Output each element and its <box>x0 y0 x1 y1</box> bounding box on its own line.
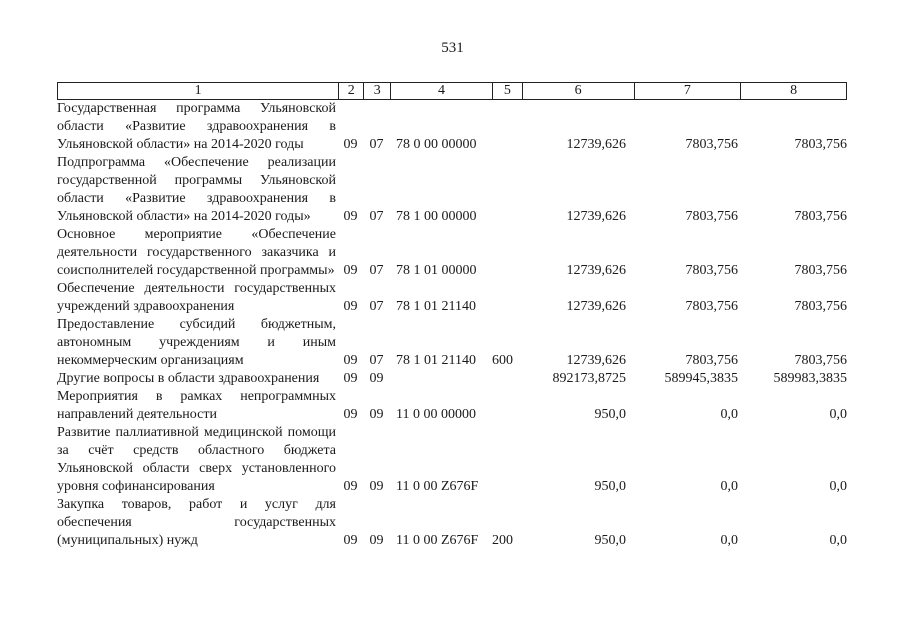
row-amount-col-7: 7803,756 <box>685 299 738 314</box>
row-amount-col-6: 950,0 <box>594 479 626 494</box>
row-amount-col-7: 0,0 <box>720 407 738 422</box>
row-amount-col-8: 7803,756 <box>794 263 847 278</box>
row-section-code: 09 <box>343 137 358 152</box>
header-col-1: 1 <box>194 83 202 98</box>
row-amount-col-6: 12739,626 <box>566 263 626 278</box>
row-subsection-code: 07 <box>369 137 384 152</box>
row-subsection-code: 07 <box>369 353 384 368</box>
row-amount-col-7: 7803,756 <box>685 353 738 368</box>
header-col-2: 2 <box>338 83 363 99</box>
row-section-code: 09 <box>343 209 358 224</box>
row-subsection-code: 09 <box>369 371 384 386</box>
row-description: Другие вопросы в области здравоохранения <box>57 371 320 386</box>
row-amount-col-6: 12739,626 <box>566 353 626 368</box>
row-target-article-code: 78 1 00 00000 <box>396 209 477 224</box>
row-section-code: 09 <box>343 353 358 368</box>
row-amount-col-8: 0,0 <box>829 479 847 494</box>
row-section-code: 09 <box>343 533 358 548</box>
page-number: 531 <box>441 40 464 56</box>
table-row <box>57 496 847 550</box>
row-amount-col-8: 7803,756 <box>794 209 847 224</box>
budget-table <box>57 82 847 550</box>
row-amount-col-7: 0,0 <box>720 479 738 494</box>
row-section-code: 09 <box>343 263 358 278</box>
table-row <box>57 280 847 316</box>
row-amount-col-7: 7803,756 <box>685 137 738 152</box>
table-row <box>57 424 847 496</box>
table-body <box>57 100 847 550</box>
table-row <box>57 100 847 154</box>
row-target-article-code: 78 1 01 21140 <box>396 299 476 314</box>
row-amount-col-7: 7803,756 <box>685 209 738 224</box>
row-amount-col-8: 7803,756 <box>794 137 847 152</box>
row-section-code: 09 <box>343 371 358 386</box>
row-amount-col-7: 0,0 <box>720 533 738 548</box>
row-description: Обеспечение деятельности государственных учреждений здравоохранения <box>57 281 336 314</box>
row-amount-col-6: 12739,626 <box>566 299 626 314</box>
row-subsection-code: 09 <box>369 533 384 548</box>
row-subsection-code: 07 <box>369 263 384 278</box>
table-row <box>57 370 847 388</box>
row-amount-col-6: 12739,626 <box>566 209 626 224</box>
row-amount-col-8: 7803,756 <box>794 353 847 368</box>
row-description: Мероприятия в рамках непрограммных направлений деятельности <box>57 389 336 422</box>
table-header <box>57 82 847 100</box>
row-target-article-code: 78 1 01 00000 <box>396 263 477 278</box>
row-section-code: 09 <box>343 479 358 494</box>
row-expense-type-code: 200 <box>492 533 513 548</box>
row-amount-col-6: 950,0 <box>594 533 626 548</box>
row-subsection-code: 07 <box>369 299 384 314</box>
table-row <box>57 154 847 226</box>
row-section-code: 09 <box>343 407 358 422</box>
row-subsection-code: 07 <box>369 209 384 224</box>
header-col-6: 6 <box>522 83 634 99</box>
row-description: Подпрограмма «Обеспечение реализации государственной программы Ульяновской области «Развитие здравоохранения в Ульяновской области» на 2014-2020 годы» <box>57 155 336 224</box>
row-target-article-code: 11 0 00 Z676F <box>396 533 479 548</box>
header-col-7: 7 <box>634 83 741 99</box>
header-col-3: 3 <box>363 83 390 99</box>
row-target-article-code: 78 0 00 00000 <box>396 137 477 152</box>
row-amount-col-6: 892173,8725 <box>552 371 626 386</box>
header-col-4: 4 <box>390 83 492 99</box>
row-subsection-code: 09 <box>369 479 384 494</box>
table-row <box>57 316 847 370</box>
header-col-8: 8 <box>740 83 846 99</box>
row-amount-col-8: 589983,3835 <box>773 371 847 386</box>
header-col-5: 5 <box>492 83 522 99</box>
row-amount-col-6: 950,0 <box>594 407 626 422</box>
row-description: Закупка товаров, работ и услуг для обеспечения государственных (муниципальных) нужд <box>57 497 336 548</box>
row-target-article-code: 11 0 00 00000 <box>396 407 476 422</box>
row-description: Развитие паллиативной медицинской помощи за счёт средств областного бюджета Ульяновской области сверх установленного уровня софинансирования <box>57 425 336 494</box>
row-description: Государственная программа Ульяновской области «Развитие здравоохранения в Ульяновской области» на 2014-2020 годы <box>57 101 336 152</box>
row-amount-col-7: 589945,3835 <box>664 371 738 386</box>
table-row <box>57 226 847 280</box>
row-amount-col-8: 0,0 <box>829 533 847 548</box>
row-subsection-code: 09 <box>369 407 384 422</box>
table-row <box>57 388 847 424</box>
row-amount-col-7: 7803,756 <box>685 263 738 278</box>
row-description: Основное мероприятие «Обеспечение деятельности государственного заказчика и соисполнителей государственной программы» <box>57 227 336 278</box>
row-section-code: 09 <box>343 299 358 314</box>
row-target-article-code: 11 0 00 Z676F <box>396 479 479 494</box>
row-amount-col-6: 12739,626 <box>566 137 626 152</box>
row-description: Предоставление субсидий бюджетным, автономным учреждениям и иным некоммерческим организациям <box>57 317 336 368</box>
row-target-article-code: 78 1 01 21140 <box>396 353 476 368</box>
row-amount-col-8: 7803,756 <box>794 299 847 314</box>
row-amount-col-8: 0,0 <box>829 407 847 422</box>
row-expense-type-code: 600 <box>492 353 513 368</box>
